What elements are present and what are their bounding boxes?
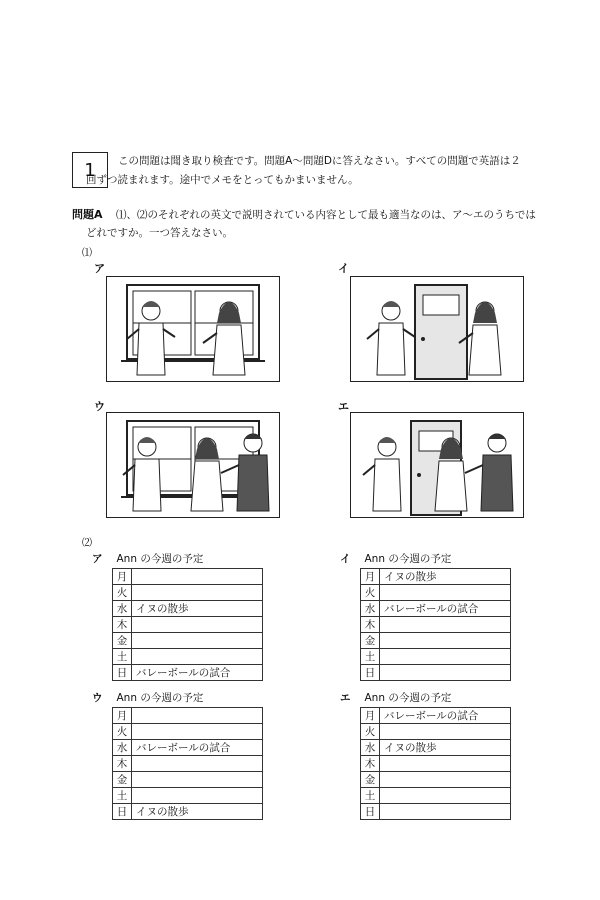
table-row (113, 724, 263, 740)
day-cell: 月 (113, 569, 132, 585)
table-row (113, 633, 263, 649)
table-row (361, 804, 511, 820)
problem-a-label: 問題A (72, 208, 103, 221)
illustration-u (106, 412, 280, 518)
day-cell: 火 (113, 585, 132, 601)
option-u-label: ウ (94, 400, 105, 413)
day-cell: 火 (361, 724, 380, 740)
schedule-i-heading: Ann の今週の予定 (364, 553, 452, 565)
day-cell: 土 (113, 788, 132, 804)
schedule-i-table (360, 568, 511, 681)
table-row (361, 665, 511, 681)
table-row (113, 601, 263, 617)
schedule-a-title (92, 551, 203, 566)
schedule-a-table (112, 568, 263, 681)
table-row (361, 585, 511, 601)
schedule-u-title (92, 690, 203, 705)
intro-line-2: 回ずつ読まれます。途中でメモをとってもかまいません。 (86, 174, 359, 186)
schedule-e-title (340, 690, 451, 705)
activity-cell (380, 633, 511, 649)
illustration-i (350, 276, 524, 382)
table-row (361, 788, 511, 804)
activity-cell (132, 708, 263, 724)
day-cell: 土 (361, 788, 380, 804)
activity-cell (132, 724, 263, 740)
table-row (361, 708, 511, 724)
day-cell: 木 (113, 617, 132, 633)
activity-cell (132, 788, 263, 804)
option-i-label: イ (338, 262, 349, 275)
illustration-a (106, 276, 280, 382)
day-cell: 日 (361, 665, 380, 681)
activity-cell: イヌの散歩 (132, 601, 263, 617)
table-row (361, 649, 511, 665)
table-row (361, 617, 511, 633)
activity-cell (132, 633, 263, 649)
day-cell: 金 (361, 633, 380, 649)
illustration-e (350, 412, 524, 518)
schedule-u-table (112, 707, 263, 820)
table-row (361, 756, 511, 772)
day-cell: 月 (113, 708, 132, 724)
activity-cell (380, 665, 511, 681)
intro-line-1: この問題は聞き取り検査です。問題A～問題Dに答えなさい。すべての問題で英語は２ (118, 155, 521, 167)
schedule-u-letter: ウ (92, 692, 103, 704)
day-cell: 日 (113, 665, 132, 681)
schedule-u-heading: Ann の今週の予定 (116, 692, 204, 704)
schedule-e-heading: Ann の今週の予定 (364, 692, 452, 704)
activity-cell (132, 772, 263, 788)
day-cell: 木 (361, 617, 380, 633)
option-e-label: エ (338, 400, 349, 413)
day-cell: 土 (113, 649, 132, 665)
activity-cell (132, 569, 263, 585)
part1-label: ⑴ (82, 248, 92, 259)
activity-cell: バレーボールの試合 (380, 601, 511, 617)
schedule-a-letter: ア (92, 553, 103, 565)
table-row (361, 633, 511, 649)
day-cell: 水 (113, 740, 132, 756)
activity-cell (132, 617, 263, 633)
table-row (113, 617, 263, 633)
day-cell: 金 (113, 633, 132, 649)
table-row (113, 804, 263, 820)
activity-cell (380, 724, 511, 740)
activity-cell (132, 585, 263, 601)
activity-cell (380, 756, 511, 772)
activity-cell (380, 804, 511, 820)
activity-cell: バレーボールの試合 (132, 740, 263, 756)
day-cell: 金 (113, 772, 132, 788)
schedule-i-letter: イ (340, 553, 351, 565)
question-number: 1 (84, 159, 96, 181)
activity-cell (132, 756, 263, 772)
table-row (361, 740, 511, 756)
table-row (113, 772, 263, 788)
part2-label: ⑵ (82, 538, 92, 549)
table-row (113, 708, 263, 724)
table-row (113, 756, 263, 772)
day-cell: 火 (113, 724, 132, 740)
activity-cell (380, 772, 511, 788)
activity-cell: イヌの散歩 (380, 740, 511, 756)
activity-cell: イヌの散歩 (380, 569, 511, 585)
day-cell: 水 (361, 601, 380, 617)
table-row (113, 585, 263, 601)
day-cell: 火 (361, 585, 380, 601)
table-row (361, 724, 511, 740)
activity-cell: バレーボールの試合 (380, 708, 511, 724)
day-cell: 日 (361, 804, 380, 820)
day-cell: 金 (361, 772, 380, 788)
table-row (113, 740, 263, 756)
table-row (361, 569, 511, 585)
schedule-a-heading: Ann の今週の予定 (116, 553, 204, 565)
day-cell: 月 (361, 569, 380, 585)
table-row (113, 569, 263, 585)
option-a-label: ア (94, 262, 105, 275)
day-cell: 日 (113, 804, 132, 820)
schedule-e-letter: エ (340, 692, 351, 704)
day-cell: 月 (361, 708, 380, 724)
table-row (361, 601, 511, 617)
table-row (113, 665, 263, 681)
day-cell: 木 (361, 756, 380, 772)
activity-cell (380, 649, 511, 665)
problem-a-line-2: どれですか。一つ答えなさい。 (86, 227, 233, 239)
problem-a-line-1: ⑴、⑵のそれぞれの英文で説明されている内容として最も適当なのは、ア～エのうちでは (116, 209, 536, 221)
table-row (113, 649, 263, 665)
day-cell: 水 (113, 601, 132, 617)
activity-cell (380, 585, 511, 601)
schedule-e-table (360, 707, 511, 820)
schedule-i-title (340, 551, 451, 566)
day-cell: 水 (361, 740, 380, 756)
activity-cell (380, 788, 511, 804)
activity-cell (380, 617, 511, 633)
table-row (113, 788, 263, 804)
day-cell: 木 (113, 756, 132, 772)
day-cell: 土 (361, 649, 380, 665)
activity-cell (132, 649, 263, 665)
activity-cell: バレーボールの試合 (132, 665, 263, 681)
table-row (361, 772, 511, 788)
activity-cell: イヌの散歩 (132, 804, 263, 820)
